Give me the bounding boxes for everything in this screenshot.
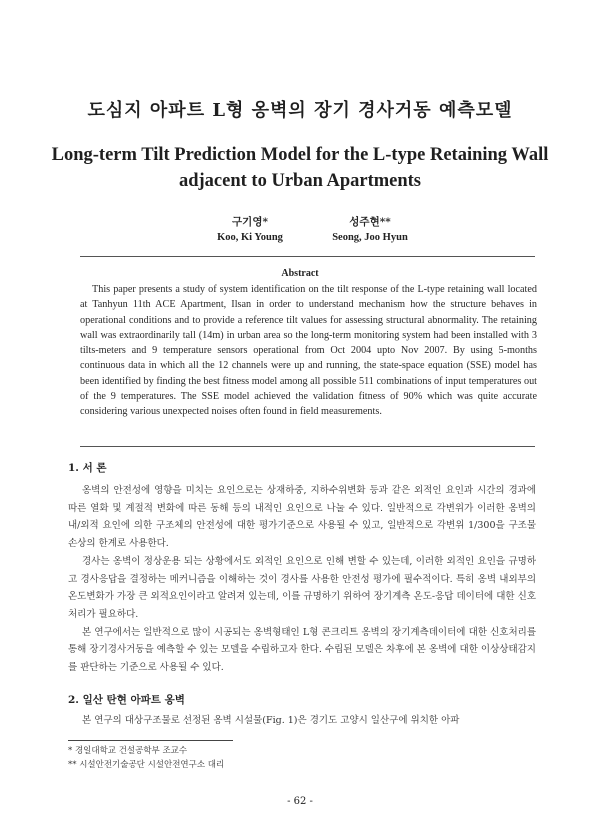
footnote-rule bbox=[68, 740, 233, 741]
footnote: * 경일대학교 건설공학부 조교수 bbox=[68, 746, 188, 756]
section-body bbox=[68, 712, 536, 730]
english-title: Long-term Tilt Prediction Model for the L-type Retaining Wall adjacent to Urban Apartments bbox=[51, 145, 549, 191]
korean-title: 도심지 아파트 L형 옹벽의 장기 경사거동 예측모델 bbox=[87, 100, 513, 121]
section-heading: 1. 서 론 bbox=[68, 462, 107, 474]
paragraph: 본 연구에서는 일반적으로 많이 시공되는 옹벽형태인 L형 콘크리트 옹벽의 장기계측데이터에 대한 신호처리를 통해 장기경사거동을 예측할 수 있는 모델을 수립하고자 한다. 수립된 모델은 차후에 본 옹벽에 대한 이상상태감지를 판단하는 기준으로 사용될 수 있다. bbox=[68, 626, 536, 674]
paragraph: 경사는 옹벽이 정상운용 되는 상황에서도 외적인 요인으로 인해 변할 수 있는데, 이러한 외적인 요인을 규명하고 경사응답을 결정하는 메커니즘을 이해하는 것이 경사를 사용한 안전성 평가에 필수적이다. 특히 옹벽 내외부의 온도변화가 가장 큰 외적요인이라고 알려져 있는데, 이를 규명하기 위하여 장기계측 온도-응답 데이터에 대한 신호처리가 필요하다. bbox=[68, 555, 536, 620]
author-name-english: Koo, Ki Young bbox=[217, 232, 283, 243]
abstract-top-rule bbox=[80, 256, 535, 257]
abstract-bottom-rule bbox=[80, 446, 535, 447]
author-block bbox=[305, 214, 435, 246]
author-name-korean: 성주현** bbox=[349, 216, 391, 228]
paragraph: 옹벽의 안전성에 영향을 미치는 요인으로는 상재하중, 지하수위변화 등과 같은 외적인 요인과 시간의 경과에 따른 열화 및 계절적 변화에 따른 동해 등의 내적인 요인으로 나눌 수 있다. 일반적으로 각변위가 이러한 옹벽의 내/외적 요인에 의한 구조체의 안전성에 대한 평가기준으로 사용될 수 있고, 일반적으로 각변위 1/300을 구조물 손상의 한계로 사용한다. bbox=[68, 485, 536, 550]
author-name-korean: 구기영* bbox=[232, 216, 268, 228]
author-block bbox=[190, 214, 310, 246]
abstract-heading: Abstract bbox=[281, 268, 319, 279]
section-body bbox=[68, 482, 536, 677]
footnote: ** 시설안전기술공단 시설안전연구소 대리 bbox=[68, 760, 225, 770]
page-number: - 62 - bbox=[287, 796, 313, 807]
abstract-text: This paper presents a study of system identification on the tilt response of the L-type retaining wall located at Tanhyun 11th ACE Apartment, Ilsan in order to understand mechanism how the structure behaves in operational conditions and to provide a reference tilt values for assessing structural abnormality. The retaining wall was extraordinarily tall (14m) in urban area so the long-term monitoring system had been installed with 3 tilts-meters and 9 temperature sensors operational from Oct 2004 upto Nov 2007. By using 5-months continuous data in which all the 12 channels were up and running, the state-space equation (SSE) model has been identified by finding the best fitness model among all possible 511 combinations of input temperatures out of the 9 temperatures. The SSE model achieved the validation fitness of 90% which was quite accurate considering various unexpected noises often found in field measurements. bbox=[80, 284, 537, 418]
paragraph: 본 연구의 대상구조물로 선정된 옹벽 시설물(Fig. 1)은 경기도 고양시 일산구에 위치한 아파 bbox=[82, 715, 460, 726]
section-heading: 2. 일산 탄현 아파트 옹벽 bbox=[68, 694, 185, 706]
author-name-english: Seong, Joo Hyun bbox=[332, 232, 408, 243]
